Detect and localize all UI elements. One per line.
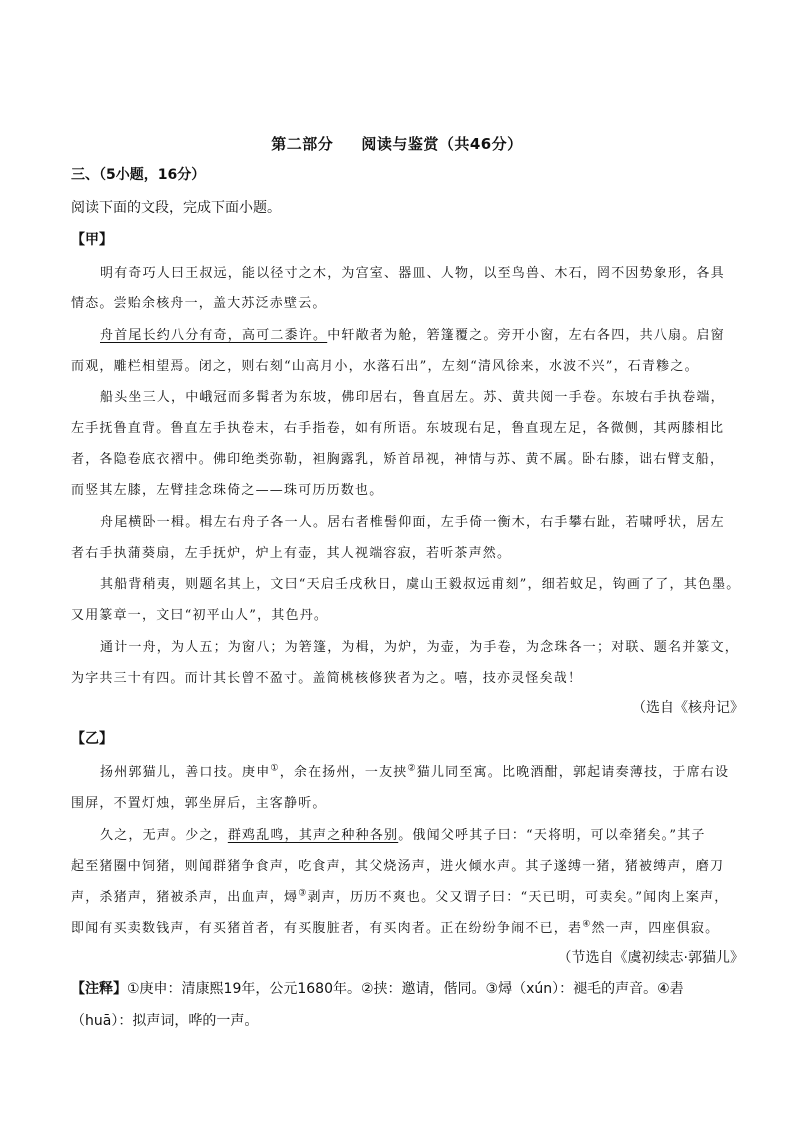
jia-p5-line1: 其船背稍夷，则题名其上，文曰“天启壬戌秋日，虞山王毅叔远甫刻”，细若蚊足，钩画了了，其色墨。: [100, 577, 741, 592]
jia-p2-line1-rest: 中轩敞者为舱，箬篷覆之。旁开小窗，左右各四，共八扇。启窗: [327, 328, 725, 343]
footnote-marker-3: ③: [298, 888, 308, 899]
yi-p2-line1: [100, 824, 706, 843]
jia-p2-line1: [100, 324, 725, 343]
jia-label: 【甲】: [71, 232, 113, 248]
yi-p2-line3-a: 声，杀猪声，猪被杀声，出血声，燖: [71, 890, 299, 905]
section-title-name: 阅读与鉴赏（共46分）: [361, 135, 523, 153]
yi-p2-line4-a: 即闻有买卖数钱声，有买猪首者，有买腹脏者，有买肉者。正在纷纷争闹不已，砉: [71, 921, 583, 936]
jia-p3-line4: 而竖其左膝，左臂挂念珠倚之——珠可历历数也。: [71, 483, 384, 498]
footnote-marker-2: ②: [407, 763, 417, 774]
notes-line2: （huā）：拟声词，哗的一声。: [71, 1013, 259, 1029]
underlined-sentence: 舟首尾长约八分有奇，高可二黍许。: [100, 328, 328, 343]
section-title-part: 第二部分: [271, 135, 334, 153]
footnote-marker-1: ①: [270, 763, 280, 774]
notes-text: ①庚申：清康熙19年，公元1680年。②挟：邀请，偕同。③燖（xún）：褪毛的声音。④砉: [127, 981, 684, 997]
jia-p1-line1: 明有奇巧人曰王叔远，能以径寸之木，为宫室、器皿、人物，以至鸟兽、木石，罔不因势象形，各具: [100, 266, 725, 281]
yi-p2-text-a: 久之，无声。少之，: [100, 828, 228, 843]
jia-p4-line2: 者右手执蒲葵扇，左手抚炉，炉上有壶，其人视端容寂，若听茶声然。: [71, 546, 512, 561]
jia-p1-line2: 情态。尝贻余核舟一，盖大苏泛赤壁云。: [71, 296, 327, 311]
jia-source: （选自《核舟记》: [632, 700, 744, 716]
yi-source: （节选自《虞初续志·郭猫儿》: [557, 950, 744, 966]
yi-p1-text-c: 猫儿同至寓。比晚酒酣，郭起请奏薄技，于席右设: [416, 765, 730, 780]
yi-p2-text-b: 。俄闻父呼其子曰：“天将明，可以牵猪矣。”其子: [398, 828, 706, 843]
notes-label: 【注释】: [71, 981, 127, 997]
yi-p2-line3: [71, 886, 728, 905]
yi-p1-line2: 围屏，不置灯烛，郭坐屏后，主客静听。: [71, 796, 327, 811]
jia-p3-line1: 船头坐三人，中峨冠而多髯者为东坡，佛印居右，鲁直居左。苏、黄共阅一手卷。东坡右手执卷端，: [100, 390, 725, 405]
yi-p2-line2: 起至猪圈中饲猪，则闻群猪争食声，吃食声，其父烧汤声，进火倾水声。其子遂缚一猪，猪被缚声，磨刀: [71, 859, 725, 874]
yi-p1-line1: [100, 761, 729, 780]
yi-p2-line3-b: 剥声，历历不爽也。父又谓子曰：“天已明，可卖矣。”闻肉上案声，: [307, 890, 729, 905]
yi-label: 【乙】: [71, 731, 113, 747]
underlined-sentence: 群鸡乱鸣，其声之种种各别: [227, 828, 399, 843]
yi-p1-text-b: ，余在扬州，一友挟: [279, 765, 408, 780]
jia-p3-line3: 者，各隐卷底衣褶中。佛印绝类弥勒，袒胸露乳，矫首昂视，神情与苏、黄不属。卧右膝，诎右臂支船，: [71, 452, 725, 467]
jia-p6-line2: 为字共三十有四。而计其长曾不盈寸。盖简桃核修狭者为之。嘻，技亦灵怪矣哉！: [71, 671, 583, 686]
instruction: 阅读下面的文段，完成下面小题。: [71, 200, 281, 216]
jia-p3-line2: 左手抚鲁直背。鲁直左手执卷末，右手指卷，如有所语。东坡现右足，鲁直现左足，各微侧，其两膝相比: [71, 421, 725, 436]
notes-line1: [71, 978, 684, 998]
yi-p1-text-a: 扬州郭猫儿，善口技。庚申: [100, 765, 271, 780]
jia-p6-line1: 通计一舟，为人五；为窗八；为箬篷，为楫，为炉，为壶，为手卷，为念珠各一；对联、题名并篆文，: [100, 640, 740, 655]
yi-p2-line4-b: 然一声，四座俱寂。: [591, 921, 720, 936]
question-header: 三、（5小题，16分）: [71, 167, 206, 183]
yi-p2-line4: [71, 917, 719, 936]
jia-p5-line2: 又用篆章一，文曰“初平山人”，其色丹。: [71, 608, 329, 623]
jia-p4-line1: 舟尾横卧一楫。楫左右舟子各一人。居右者椎髻仰面，左手倚一衡木，右手攀右趾，若啸呼状，居左: [100, 515, 725, 530]
footnote-marker-4: ④: [582, 919, 592, 930]
section-title: [0, 133, 794, 154]
jia-p2-line2: 而观，雕栏相望焉。闭之，则右刻“山高月小，水落石出”，左刻“清风徐来，水波不兴”，石青糁之。: [71, 359, 699, 374]
